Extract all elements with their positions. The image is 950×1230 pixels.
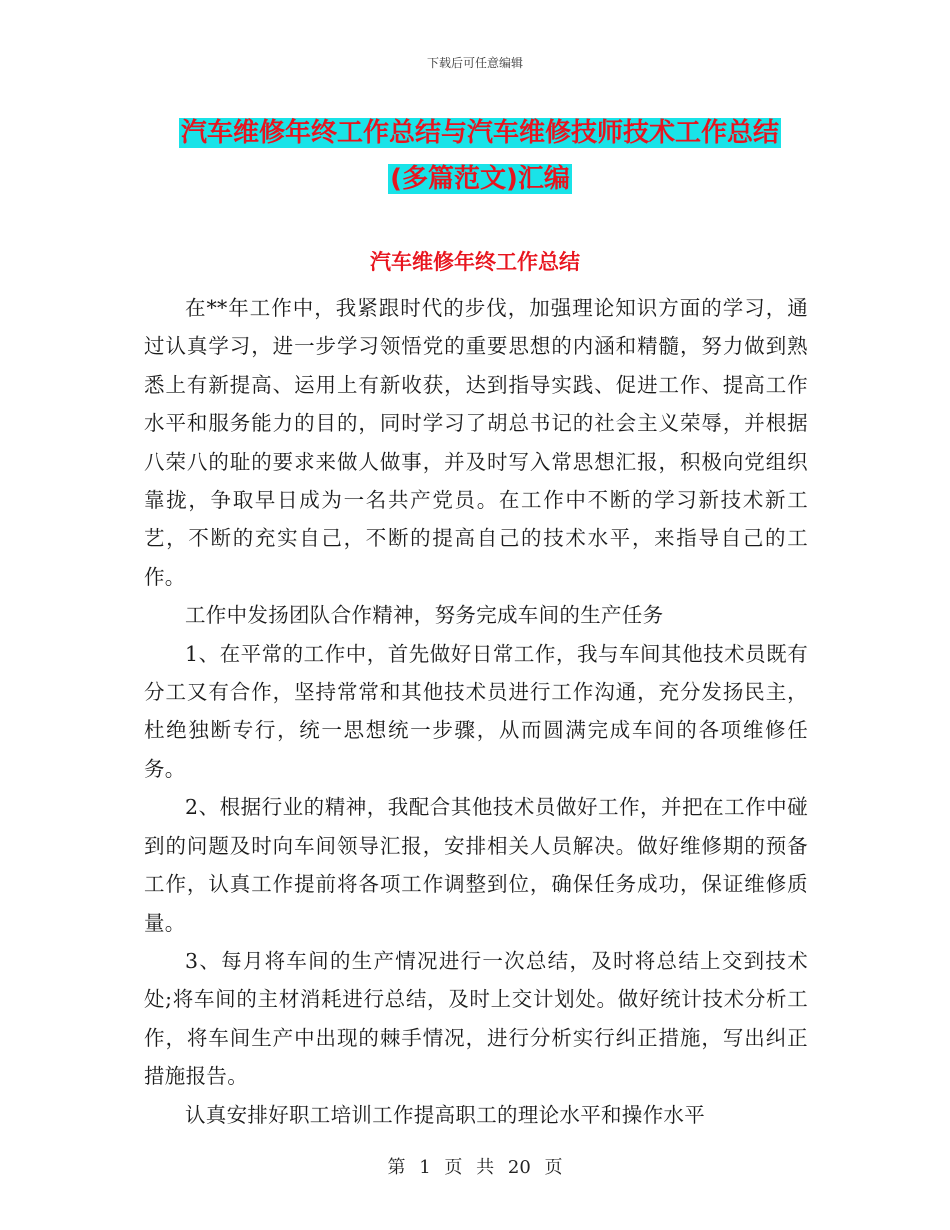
paragraph: 在**年工作中，我紧跟时代的步伐，加强理论知识方面的学习，通过认真学习，进一步学习领悟党的重要思想的内涵和精髓，努力做到熟悉上有新提高、运用上有新收获，达到指导实践、促进工作、提高工作水平和服务能力的目的，同时学习了胡总书记的社会主义荣辱，并根据八荣八的耻的要求来做人做事，并及时写入常思想汇报，积极向党组织靠拢，争取早日成为一名共产党员。在工作中不断的学习新技术新工艺，不断的充实自己，不断的提高自己的技术水平，来指导自己的工作。: [144, 296, 808, 589]
title-line-1: 汽车维修年终工作总结与汽车维修技师技术工作总结: [180, 118, 779, 148]
document-title: [140, 110, 820, 202]
paragraph: 3、每月将车间的生产情况进行一次总结，及时将总结上交到技术处;将车间的主材消耗进行总结，及时上交计划处。做好统计技术分析工作，将车间生产中出现的棘手情况，进行分析实行纠正措施，写出纠正措施报告。: [144, 948, 808, 1089]
footer-total-unit: 页: [544, 1157, 563, 1178]
section-title: 汽车维修年终工作总结: [370, 250, 580, 274]
page-footer: [0, 1153, 950, 1179]
paragraph: 1、在平常的工作中，首先做好日常工作，我与车间其他技术员既有分工又有合作，坚持常常和其他技术员进行工作沟通，充分发扬民主，杜绝独断专行，统一思想统一步骤，从而圆满完成车间的各项维修任务。: [144, 641, 808, 781]
paragraph: 工作中发扬团队合作精神，努务完成车间的生产任务: [185, 603, 664, 628]
paragraph: 2、根据行业的精神，我配合其他技术员做好工作，并把在工作中碰到的问题及时向车间领导汇报，安排相关人员解决。做好维修期的预备工作，认真工作提前将各项工作调整到位，确保任务成功，保证维修质量。: [144, 795, 808, 935]
title-line-2: (多篇范文)汇编: [390, 164, 570, 194]
footer-page-word: 第: [387, 1157, 406, 1178]
paragraph: 认真安排好职工培训工作提高职工的理论水平和操作水平: [185, 1102, 705, 1127]
footer-total-word: 共: [476, 1157, 495, 1178]
document-body: [144, 289, 808, 1134]
header-note: 下载后可任意编辑: [426, 56, 523, 70]
footer-page-number: 1: [419, 1157, 431, 1178]
footer-total-number: 20: [507, 1157, 531, 1178]
footer-page-unit: 页: [444, 1157, 463, 1178]
